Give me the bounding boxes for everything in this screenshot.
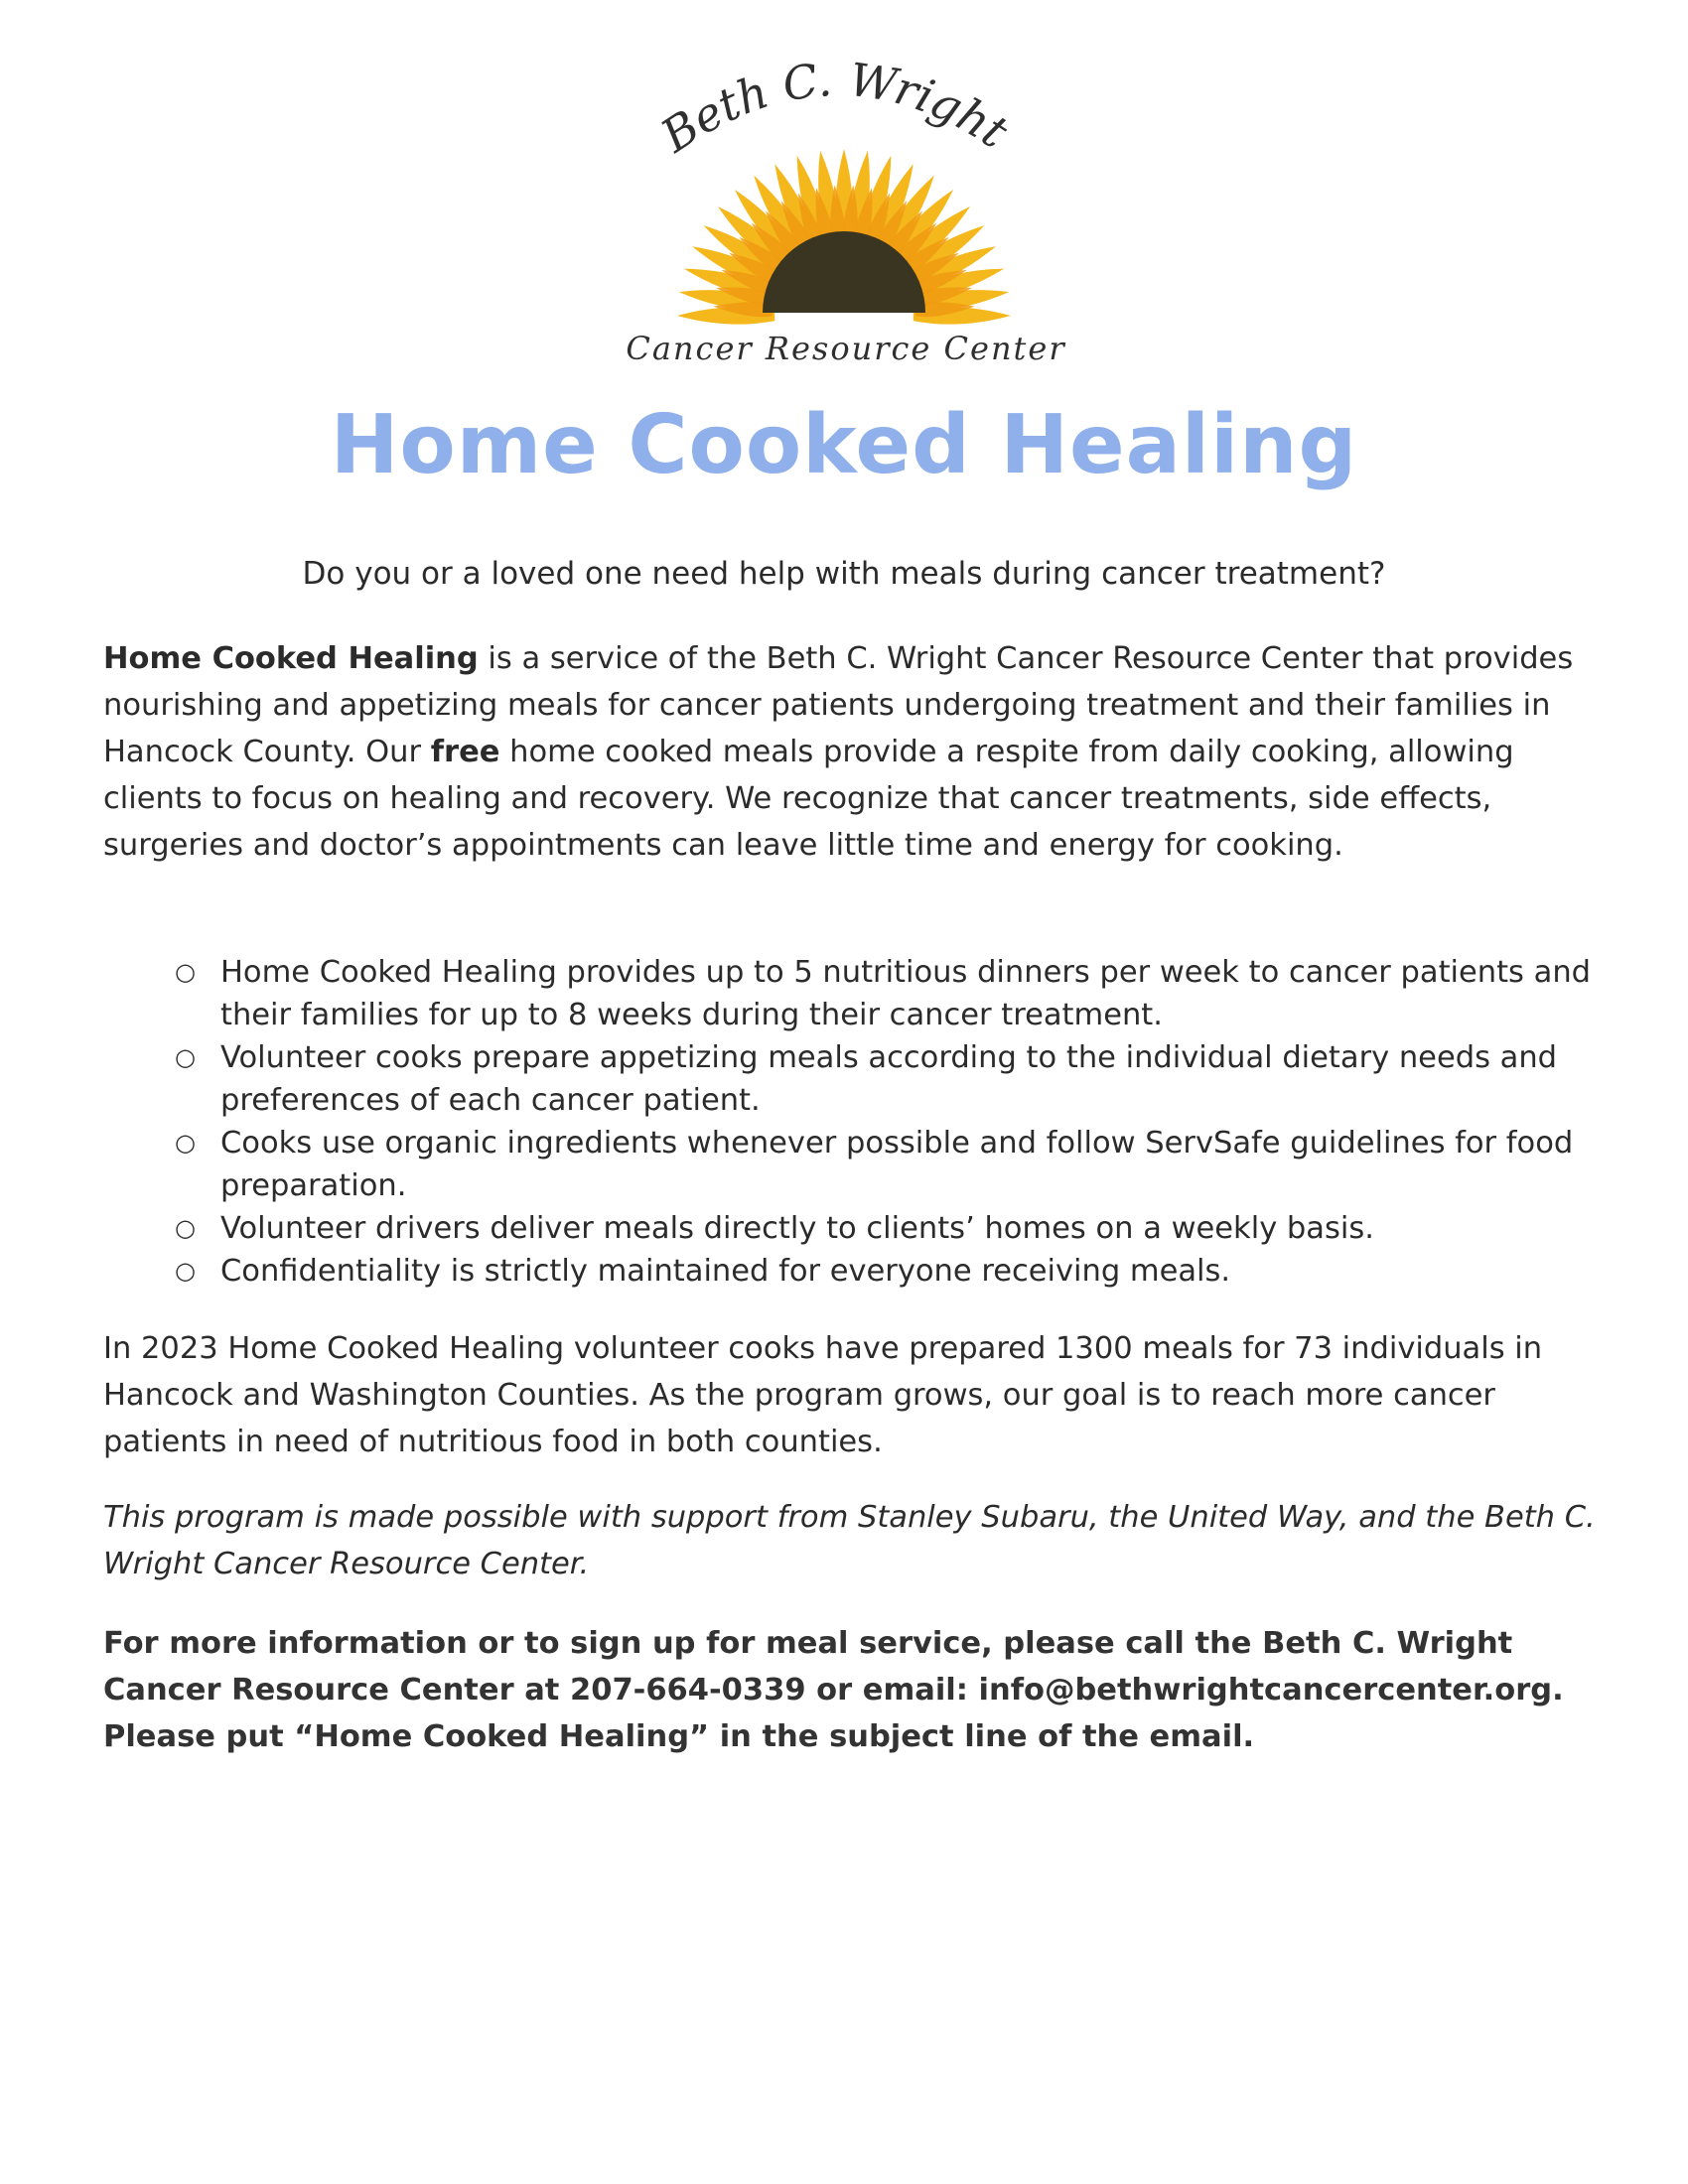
bullet-circle-icon: ○ <box>175 958 196 986</box>
bullet-circle-icon: ○ <box>175 1129 196 1157</box>
free-bold: free <box>430 735 500 769</box>
list-item: ○ Confidentiality is strictly maintained for everyone receiving meals. <box>103 1250 1622 1293</box>
logo-sub-text: Cancer Resource Center <box>626 330 1066 367</box>
bullet-circle-icon: ○ <box>175 1257 196 1285</box>
feature-list <box>103 951 1622 1293</box>
bullet-circle-icon: ○ <box>175 1214 196 1242</box>
intro-paragraph <box>103 635 1613 869</box>
support-paragraph: This program is made possible with support from Stanley Subaru, the United Way, and the Beth C. Wright Cancer Resource Center. <box>103 1500 1596 1581</box>
program-name-bold: Home Cooked Healing <box>103 641 479 676</box>
intro-text-part1: is a service of the Beth C. Wright Cancer Resource Center that provides nourishing and appetizing meals for cancer patients undergoing treatment and their families in Hancock County. Our <box>103 641 1574 769</box>
logo-arc-text: Beth C. Wright <box>651 52 1018 163</box>
sunflower-logo <box>616 50 1082 377</box>
bullet-circle-icon: ○ <box>175 1043 196 1071</box>
contact-paragraph: For more information or to sign up for meal service, please call the Beth C. Wright Cancer Resource Center at 207-664-0339 or email: info@bethwrightcancercenter.org. Please put “Home Cooked Healing” in the subject line of the email. <box>103 1626 1564 1754</box>
list-item: ○ Volunteer cooks prepare appetizing meals according to the individual dietary needs and preferences of each cancer patient. <box>103 1036 1622 1122</box>
list-item: ○ Home Cooked Healing provides up to 5 nutritious dinners per week to cancer patients and their families for up to 8 weeks during their cancer treatment. <box>103 951 1622 1036</box>
intro-question: Do you or a loved one need help with meals during cancer treatment? <box>302 556 1386 592</box>
stats-paragraph: In 2023 Home Cooked Healing volunteer cooks have prepared 1300 meals for 73 individuals in Hancock and Washington Counties. As the program grows, our goal is to reach more cancer patients in need of nutritious food in both counties. <box>103 1331 1543 1459</box>
intro-text-part2: home cooked meals provide a respite from daily cooking, allowing clients to focus on healing and recovery. We recognize that cancer treatments, side effects, surgeries and doctor’s appointments can leave little time and energy for cooking. <box>103 735 1514 863</box>
list-item: ○ Volunteer drivers deliver meals directly to clients’ homes on a weekly basis. <box>103 1207 1622 1250</box>
sunflower-logo-graphic <box>616 50 1082 377</box>
list-item: ○ Cooks use organic ingredients whenever possible and follow ServSafe guidelines for food preparation. <box>103 1122 1622 1207</box>
page-title: Home Cooked Healing <box>330 398 1358 492</box>
